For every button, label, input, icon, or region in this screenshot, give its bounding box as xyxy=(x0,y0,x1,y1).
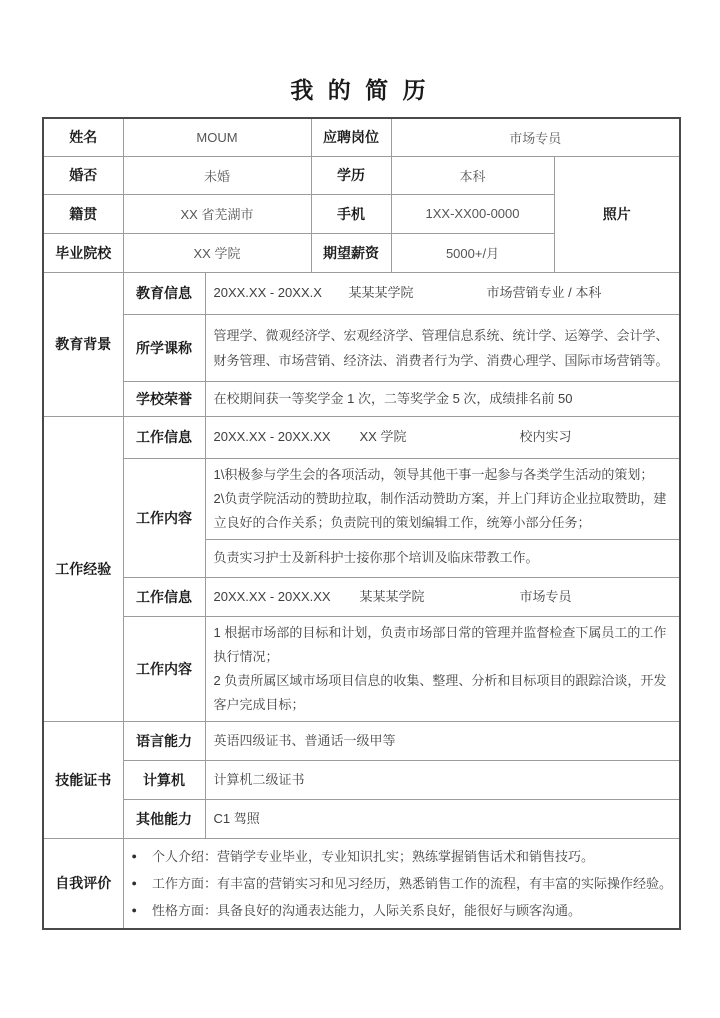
resume-table xyxy=(42,117,681,930)
job1-content-line: 2\负责学院活动的赞助拉取，制作活动赞助方案，并上门拜访企业拉取赞助，建立良好的合作关系；负责院刊的策划编辑工作，统筹小部分任务； xyxy=(213,490,667,530)
table-row xyxy=(43,616,680,721)
salary-value: 5000+/月 xyxy=(391,233,554,272)
table-row xyxy=(43,272,680,314)
table-row xyxy=(43,577,680,616)
page-title: 我 的 简 历 xyxy=(290,77,430,103)
list-item xyxy=(132,897,676,924)
table-row xyxy=(43,381,680,416)
name-value: MOUM xyxy=(123,118,311,156)
position-value: 市场专员 xyxy=(391,118,680,156)
job2-info-label: 工作信息 xyxy=(123,577,205,616)
education-period: 20XX.XX - 20XX.X xyxy=(213,285,322,300)
phone-label: 手机 xyxy=(311,194,391,233)
phone-value: 1XX-XX00-0000 xyxy=(391,194,554,233)
hometown-value: XX 省芜湖市 xyxy=(123,194,311,233)
table-row xyxy=(43,314,680,381)
job1-content-line: 1\积极参与学生会的各项活动，领导其他干事一起参与各类学生活动的策划； xyxy=(213,466,654,482)
education-major: 市场营销专业 / 本科 xyxy=(486,285,602,300)
education-school: 某某某学院 xyxy=(348,285,414,300)
list-item xyxy=(132,870,676,897)
graduate-school-value: XX 学院 xyxy=(123,233,311,272)
job1-period: 20XX.XX - 20XX.XX xyxy=(213,429,331,444)
job2-content-value xyxy=(205,616,680,721)
job2-content-label: 工作内容 xyxy=(123,616,205,721)
job1-content-value xyxy=(205,458,680,539)
job1-role: 校内实习 xyxy=(519,429,572,444)
job2-role: 市场专员 xyxy=(519,588,572,604)
position-label: 应聘岗位 xyxy=(311,118,391,156)
job2-period: 20XX.XX - 20XX.XX xyxy=(213,588,331,604)
job1-content-extra: 负责实习护士及新科护士接你那个培训及临床带教工作。 xyxy=(205,539,680,577)
self-evaluation-text: 性格方面：具备良好的沟通表达能力，人际关系良好，能很好与顾客沟通。 xyxy=(151,902,581,918)
job1-info-label: 工作信息 xyxy=(123,416,205,458)
bullet-icon: ● xyxy=(131,877,137,888)
table-row xyxy=(43,156,680,194)
self-evaluation-list xyxy=(123,838,680,929)
language-skill-value: 英语四级证书、普通话一级甲等 xyxy=(205,721,680,760)
graduate-school-label: 毕业院校 xyxy=(43,233,123,272)
bullet-icon: ● xyxy=(131,904,137,915)
hometown-label: 籍贯 xyxy=(43,194,123,233)
salary-label: 期望薪资 xyxy=(311,233,391,272)
computer-skill-value: 计算机二级证书 xyxy=(205,760,680,799)
job2-info-value xyxy=(205,577,680,616)
table-row xyxy=(43,458,680,539)
name-label: 姓名 xyxy=(43,118,123,156)
job2-content-line: 1 根据市场部的目标和计划，负责市场部日常的管理并监督检查下属员工的工作执行情况； xyxy=(213,624,667,664)
table-row xyxy=(43,416,680,458)
job1-content-label: 工作内容 xyxy=(123,458,205,577)
education-info-value xyxy=(205,272,680,314)
courses-label: 所学课称 xyxy=(123,314,205,381)
section-work-experience: 工作经验 xyxy=(43,416,123,721)
education-info-label: 教育信息 xyxy=(123,272,205,314)
marital-value: 未婚 xyxy=(123,156,311,194)
computer-skill-label: 计算机 xyxy=(123,760,205,799)
marital-label: 婚否 xyxy=(43,156,123,194)
self-evaluation-text: 个人介绍：营销学专业毕业，专业知识扎实；熟练掌握销售话术和销售技巧。 xyxy=(151,848,594,864)
degree-label: 学历 xyxy=(311,156,391,194)
table-row xyxy=(43,799,680,838)
section-education-background: 教育背景 xyxy=(43,272,123,416)
job1-info-value xyxy=(205,416,680,458)
honors-label: 学校荣誉 xyxy=(123,381,205,416)
section-self-evaluation: 自我评价 xyxy=(43,838,123,929)
photo-placeholder: 照片 xyxy=(554,156,680,272)
bullet-icon: ● xyxy=(131,850,137,861)
section-skills-certificates: 技能证书 xyxy=(43,721,123,838)
honors-value: 在校期间获一等奖学金 1 次，二等奖学金 5 次，成绩排名前 50 xyxy=(205,381,680,416)
job1-org: XX 学院 xyxy=(359,429,407,444)
degree-value: 本科 xyxy=(391,156,554,194)
list-item xyxy=(132,843,676,870)
other-skill-label: 其他能力 xyxy=(123,799,205,838)
table-row xyxy=(43,838,680,929)
job2-org: 某某某学院 xyxy=(359,588,425,604)
courses-value: 管理学、微观经济学、宏观经济学、管理信息系统、统计学、运筹学、会计学、财务管理、市场营销、经济法、消费者行为学、消费心理学、国际市场营销等。 xyxy=(205,314,680,381)
job2-content-line: 2 负责所属区域市场项目信息的收集、整理、分析和目标项目的跟踪洽谈，开发客户完成目标； xyxy=(213,672,667,712)
language-skill-label: 语言能力 xyxy=(123,721,205,760)
table-row xyxy=(43,118,680,156)
table-row xyxy=(43,721,680,760)
other-skill-value: C1 驾照 xyxy=(205,799,680,838)
table-row xyxy=(43,760,680,799)
self-evaluation-text: 工作方面：有丰富的营销实习和见习经历，熟悉销售工作的流程，有丰富的实际操作经验。 xyxy=(151,875,672,891)
